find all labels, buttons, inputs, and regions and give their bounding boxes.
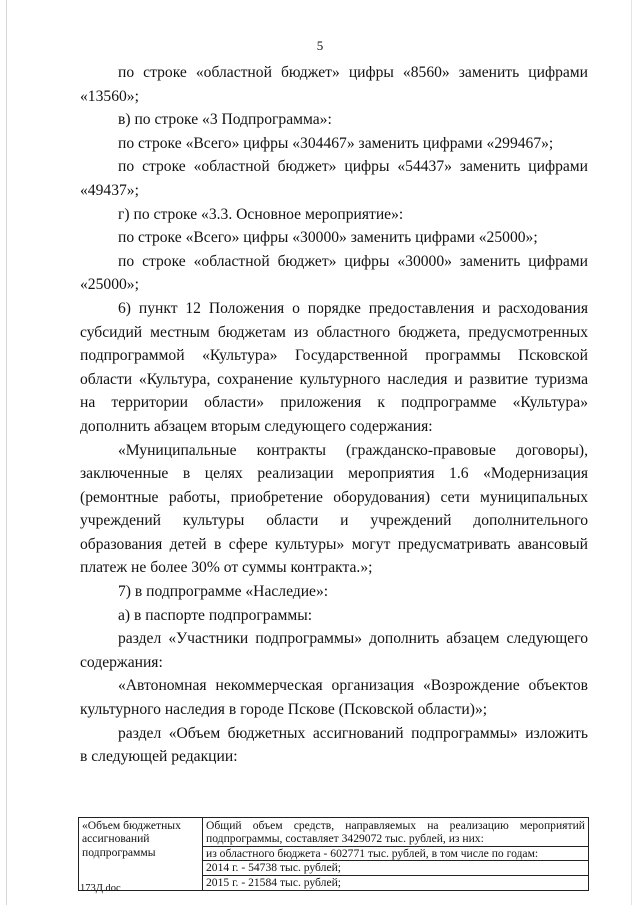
text-line: а) в паспорте подпрограммы: — [118, 606, 313, 624]
text-line: в) по строке «3 Подпрограмма»: — [118, 111, 332, 129]
text-line: раздел «Участники подпрограммы» дополнить абзацем следующего — [118, 630, 588, 648]
text-line: раздел «Объем бюджетных ассигнований подпрограммы» изложить — [118, 724, 588, 742]
text-line: содержания: — [80, 653, 163, 671]
text-line: в следующей редакции: — [80, 748, 238, 766]
text-line: субсидий местным бюджетам из областного бюджета, предусмотренных — [80, 323, 588, 341]
paragraph-participants — [80, 627, 588, 674]
text-line: 6) пункт 12 Положения о порядке предоставления и расходования — [118, 299, 588, 317]
text-line: по строке «Всего» цифры «304467» заменить цифрами «299467»; — [118, 134, 554, 152]
text-line: «Автономная некоммерческая организация «Возрождение объектов — [118, 677, 588, 695]
text-line: заключенные в целях реализации мероприятия 1.6 «Модернизация — [80, 465, 588, 483]
text-line: г) по строке «3.3. Основное мероприятие»: — [118, 205, 404, 223]
text-line: учреждений культуры области и учреждений дополнительного — [80, 512, 588, 530]
paragraph-passport — [80, 604, 588, 628]
scan-edge-right — [631, 0, 632, 905]
table-value-line: 2015 г. - 21584 тыс. рублей; — [203, 875, 588, 889]
text-line: по строке «областной бюджет» цифры «8560» заменить цифрами — [118, 64, 588, 81]
text-line: «Муниципальные контракты (гражданско-правовые договоры), — [118, 441, 588, 459]
table-label-line: подпрограммы — [82, 845, 156, 859]
paragraph-regional-budget-54437 — [80, 155, 588, 202]
text-line: культурного наследия в городе Пскове (Псковской области)»; — [80, 701, 488, 719]
table-label-cell — [79, 818, 203, 891]
paragraph-ano — [80, 674, 588, 721]
text-line: 7) в подпрограмме «Наследие»: — [118, 583, 329, 601]
text-line: по строке «Всего» цифры «30000» заменить цифрами «25000»; — [118, 229, 538, 247]
text-line: «49437»; — [80, 181, 139, 199]
document-body — [80, 61, 588, 769]
paragraph-subprogram-3 — [80, 108, 588, 132]
paragraph-total-30000 — [80, 226, 588, 250]
text-line: образования детей в сфере культуры» могут предусматривать авансовый — [80, 535, 588, 553]
paragraph-item-6 — [80, 297, 588, 439]
table-value-cell — [203, 818, 589, 891]
table-value-line: 2014 г. - 54738 тыс. рублей; — [203, 860, 588, 874]
text-line: «25000»; — [80, 276, 139, 294]
text-line: дополнить абзацем вторым следующего содержания: — [80, 417, 433, 435]
file-name-footer: 173Д.doc — [80, 883, 121, 894]
table-value-line: из областного бюджета - 602771 тыс. рублей, в том числе по годам: — [203, 846, 588, 860]
paragraph-total-304467 — [80, 132, 588, 156]
text-line: на территории области» приложения к подпрограмме «Культура» — [80, 394, 588, 412]
paragraph-regional-budget-8560 — [80, 61, 588, 108]
text-line: области «Культура, сохранение культурного наследия и развитие туризма — [80, 370, 588, 388]
text-line: по строке «областной бюджет» цифры «30000» заменить цифрами — [118, 252, 588, 270]
paragraph-main-activity-3-3 — [80, 203, 588, 227]
scan-edge-left — [6, 0, 7, 905]
paragraph-budget-section — [80, 722, 588, 769]
text-line: «13560»; — [80, 87, 139, 105]
paragraph-regional-budget-30000 — [80, 250, 588, 297]
paragraph-item-7 — [80, 580, 588, 604]
table-row — [79, 818, 589, 891]
text-line: (ремонтные работы, приобретение оборудования) сети муниципальных — [80, 488, 588, 506]
paragraph-municipal-contracts — [80, 439, 588, 581]
table-label-line: «Объем бюджетных — [82, 819, 181, 832]
table-value-line: Общий объем средств, направляемых на реализацию мероприятий — [206, 819, 585, 832]
table-label-line: ассигнований — [82, 832, 150, 846]
budget-table — [78, 817, 589, 891]
page-number: 5 — [316, 38, 324, 53]
text-line: платеж не более 30% от суммы контракта.»; — [80, 559, 373, 577]
table-value-line: подпрограммы, составляет 3429072 тыс. рублей, из них: — [206, 832, 484, 846]
text-line: подпрограммой «Культура» Государственной программы Псковской — [80, 347, 588, 365]
text-line: по строке «областной бюджет» цифры «54437» заменить цифрами — [118, 158, 588, 176]
